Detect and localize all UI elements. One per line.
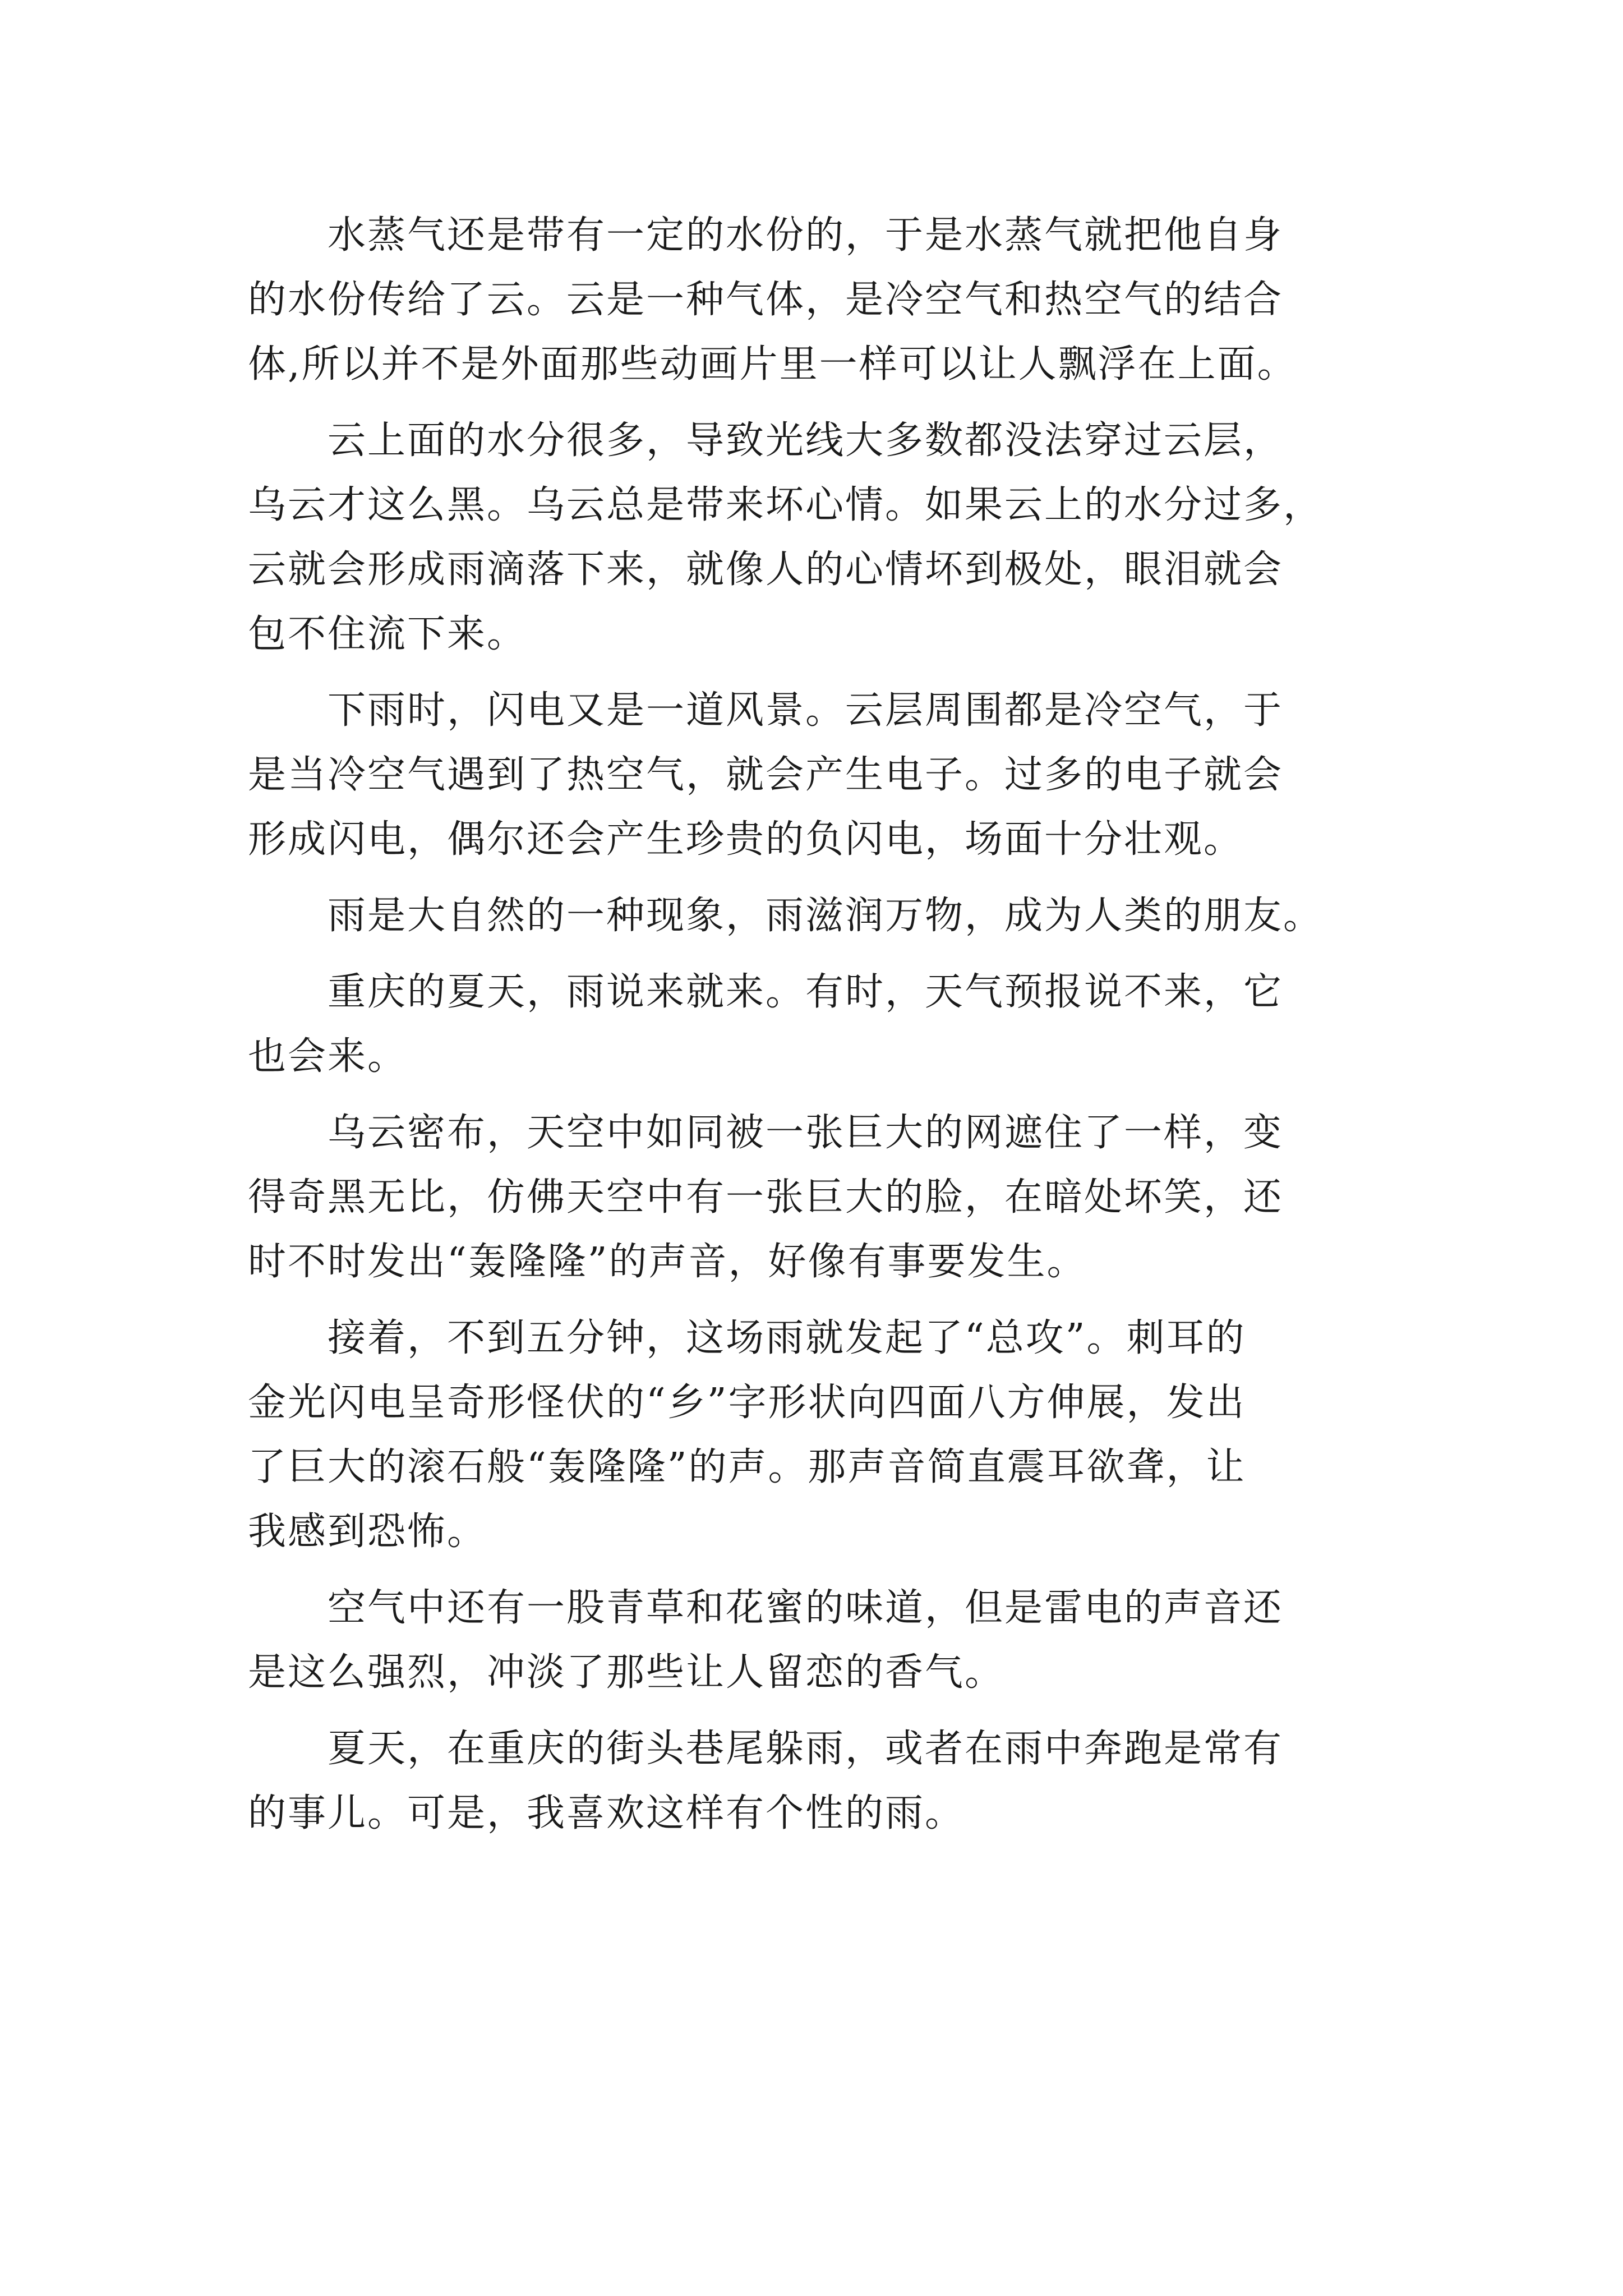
text-line: 水蒸气还是带有一定的水份的，于是水蒸气就把他自身 (248, 213, 1284, 257)
text-line: 时不时发出“轰隆隆”的声音，好像有事要发生。 (248, 1240, 1087, 1284)
text-line: 包不住流下来。 (248, 612, 527, 656)
text-line: 云上面的水分很多，导致光线大多数都没法穿过云层， (248, 418, 1284, 463)
paragraph (248, 1306, 1426, 1564)
text-line: 形成闪电，偶尔还会产生珍贵的负闪电，场面十分壮观。 (248, 817, 1244, 862)
text-line: 夏天，在重庆的街头巷尾躲雨，或者在雨中奔跑是常有 (248, 1727, 1284, 1771)
text-line: 了巨大的滚石般“轰隆隆”的声。那声音简直震耳欲聋，让 (248, 1445, 1246, 1489)
paragraph (248, 960, 1426, 1089)
text-line: 体,所以并不是外面那些动画片里一样可以让人飘浮在上面。 (248, 342, 1297, 386)
text-line: 得奇黑无比，仿佛天空中有一张巨大的脸，在暗处坏笑，还 (248, 1175, 1284, 1220)
text-line: 乌云密布，天空中如同被一张巨大的网遮住了一样，变 (248, 1111, 1284, 1155)
text-line: 接着，不到五分钟，这场雨就发起了“总攻”。刺耳的 (248, 1316, 1246, 1360)
text-line: 金光闪电呈奇形怪伏的“乡”字形状向四面八方伸展，发出 (248, 1381, 1246, 1425)
document-body (248, 203, 1426, 1846)
text-line: 雨是大自然的一种现象，雨滋润万物，成为人类的朋友。 (248, 894, 1324, 938)
text-line: 云就会形成雨滴落下来，就像人的心情坏到极处，眼泪就会 (248, 547, 1284, 592)
text-line: 重庆的夏天，雨说来就来。有时，天气预报说不来，它 (248, 970, 1284, 1014)
text-line: 下雨时，闪电又是一道风景。云层周围都是冷空气，于 (248, 688, 1284, 733)
text-line: 我感到恐怖。 (248, 1510, 487, 1554)
paragraph (248, 678, 1426, 872)
text-line: 的事儿。可是，我喜欢这样有个性的雨。 (248, 1791, 965, 1835)
paragraph (248, 1101, 1426, 1294)
text-line: 是当冷空气遇到了热空气，就会产生电子。过多的电子就会 (248, 753, 1284, 797)
paragraph (248, 1576, 1426, 1705)
paragraph (248, 408, 1426, 666)
paragraph (248, 203, 1426, 397)
text-line: 也会来。 (248, 1034, 408, 1079)
paragraph (248, 884, 1426, 948)
paragraph (248, 1717, 1426, 1846)
text-line: 的水份传给了云。云是一种气体，是冷空气和热空气的结合 (248, 278, 1284, 322)
text-line: 乌云才这么黑。乌云总是带来坏心情。如果云上的水分过多， (248, 483, 1324, 527)
text-line: 空气中还有一股青草和花蜜的味道，但是雷电的声音还 (248, 1586, 1284, 1630)
text-line: 是这么强烈，冲淡了那些让人留恋的香气。 (248, 1650, 1005, 1695)
